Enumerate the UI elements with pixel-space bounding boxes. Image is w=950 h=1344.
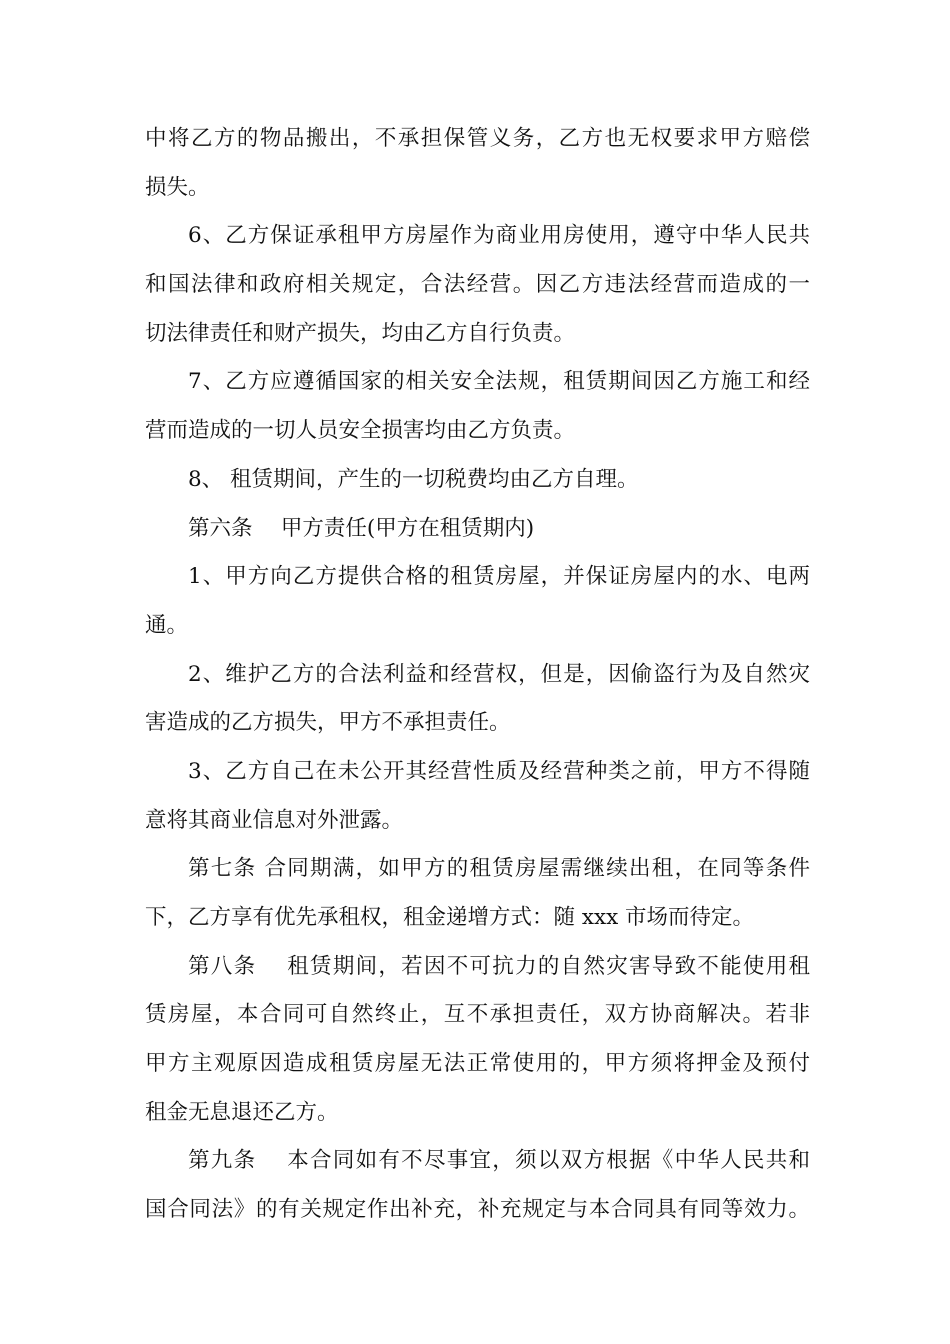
article-8-line-4: 租金无息退还乙方。: [145, 1099, 339, 1125]
article-7-line-2: 下，乙方享有优先承租权，租金递增方式：随 xxx 市场而待定。: [145, 905, 755, 930]
clause-7-line-2: 营而造成的一切人员安全损害均由乙方负责。: [145, 418, 576, 444]
clause-6-line-3: 切法律责任和财产损失，均由乙方自行负责。: [145, 320, 576, 346]
article-9-line-2: 国合同法》的有关规定作出补充，补充规定与本合同具有同等效力。: [145, 1197, 810, 1223]
article-6-item-3-line-2: 意将其商业信息对外泄露。: [145, 807, 404, 833]
clause-6-line-1: 6、乙方保证承租甲方房屋作为商业用房使用，遵守中华人民共: [188, 223, 810, 249]
article-9-line-1: 第九条 本合同如有不尽事宜，须以双方根据《中华人民共和: [188, 1148, 810, 1174]
article-8-line-1: 第八条 租赁期间，若因不可抗力的自然灾害导致不能使用租: [188, 953, 810, 979]
article-6-heading: 第六条 甲方责任(甲方在租赁期内): [188, 515, 535, 541]
text-line-2: 损失。: [145, 174, 210, 200]
clause-6-line-2: 和国法律和政府相关规定，合法经营。因乙方违法经营而造成的一: [145, 272, 810, 298]
article-6-item-2-line-1: 2、维护乙方的合法利益和经营权，但是，因偷盗行为及自然灾: [188, 661, 810, 687]
article-6-item-2-line-2: 害造成的乙方损失，甲方不承担责任。: [145, 710, 511, 736]
article-6-item-3-line-1: 3、乙方自己在未公开其经营性质及经营种类之前，甲方不得随: [188, 758, 810, 784]
article-8-line-2: 赁房屋，本合同可自然终止，互不承担责任，双方协商解决。若非: [145, 1002, 810, 1028]
clause-8-line-1: 8、 租赁期间，产生的一切税费均由乙方自理。: [188, 466, 639, 492]
article-8-line-3: 甲方主观原因造成租赁房屋无法正常使用的，甲方须将押金及预付: [145, 1051, 810, 1077]
article-7-line-1: 第七条 合同期满，如甲方的租赁房屋需继续出租，在同等条件: [188, 856, 810, 882]
article-6-item-1-line-1: 1、甲方向乙方提供合格的租赁房屋，并保证房屋内的水、电两: [188, 564, 810, 590]
text-line-1: 中将乙方的物品搬出，不承担保管义务，乙方也无权要求甲方赔偿: [145, 126, 810, 151]
article-6-item-1-line-2: 通。: [145, 612, 189, 638]
contract-body: [145, 115, 810, 1235]
clause-7-line-1: 7、乙方应遵循国家的相关安全法规，租赁期间因乙方施工和经: [188, 369, 810, 395]
